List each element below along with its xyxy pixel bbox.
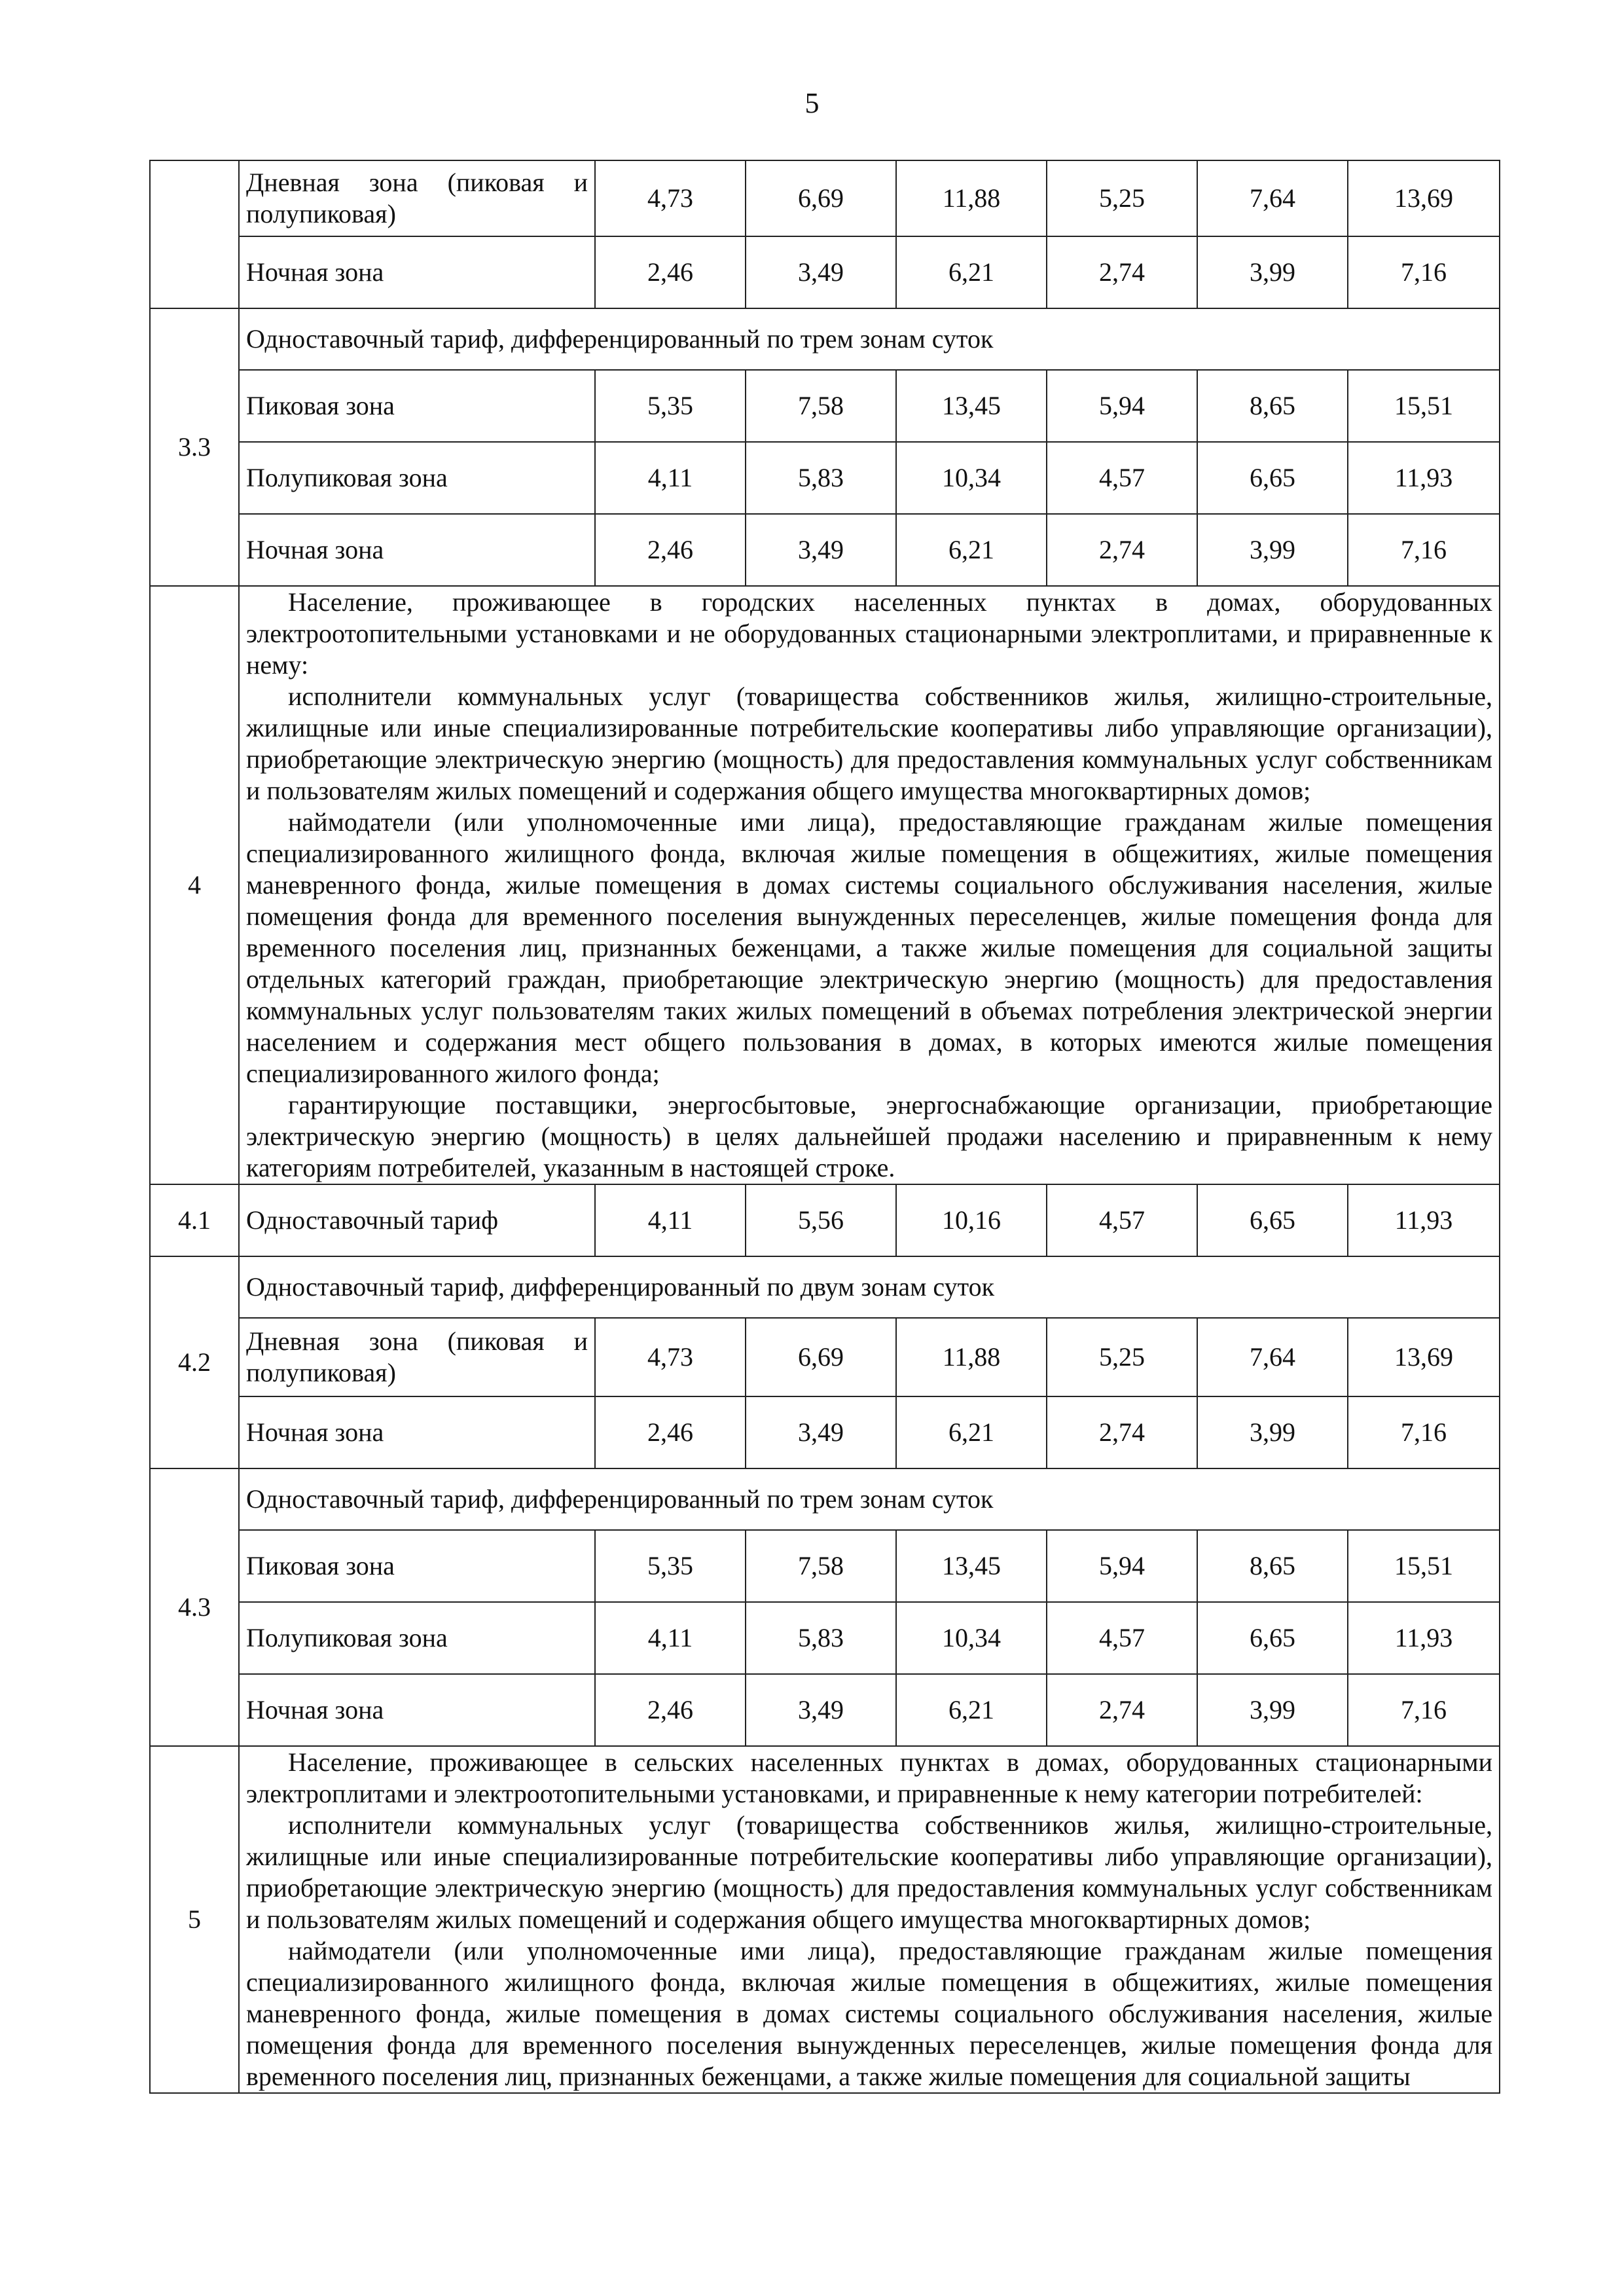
tariff-value: 5,56 (746, 1184, 896, 1256)
table-row (150, 160, 1500, 236)
tariff-value: 4,57 (1047, 1184, 1197, 1256)
tariff-value: 4,73 (595, 160, 746, 236)
tariff-value: 7,16 (1348, 236, 1500, 308)
zone-label: Пиковая зона (239, 370, 595, 442)
zone-label: Дневная зона (пиковая и полупиковая) (239, 1318, 595, 1396)
tariff-value: 11,93 (1348, 1602, 1500, 1674)
description-paragraph: исполнители коммунальных услуг (товарищества собственников жилья, жилищно-строительные, жилищные или иные специализированные потребительские кооперативы либо управляющие организации), приобретающие электрическую энергию (мощность) для предоставления коммунальных услуг собственникам и пользователям жилых помещений и содержания общего имущества многоквартирных домов; (246, 1810, 1492, 1934)
tariff-value: 6,21 (896, 514, 1047, 586)
section-title: Одноставочный тариф, дифференцированный по трем зонам суток (239, 308, 1500, 370)
tariff-value: 5,94 (1047, 1530, 1197, 1602)
tariff-value: 2,46 (595, 514, 746, 586)
table-row (150, 1746, 1500, 2093)
description-paragraph: Население, проживающее в сельских населенных пунктах в домах, оборудованных стационарными электроплитами и электроотопительными установками, и приравненные к нему категории потребителей: (246, 1747, 1492, 1808)
row-number: 4 (150, 586, 239, 1184)
tariff-value: 15,51 (1348, 1530, 1500, 1602)
tariff-value: 2,74 (1047, 1396, 1197, 1468)
tariff-value: 5,35 (595, 1530, 746, 1602)
tariff-value: 4,57 (1047, 442, 1197, 514)
tariff-value: 4,57 (1047, 1602, 1197, 1674)
tariff-value: 3,49 (746, 236, 896, 308)
table-row (150, 370, 1500, 442)
tariff-value: 11,93 (1348, 1184, 1500, 1256)
zone-label: Ночная зона (239, 1396, 595, 1468)
table-row (150, 1468, 1500, 1530)
tariff-value: 7,64 (1197, 1318, 1348, 1396)
table-row (150, 1674, 1500, 1746)
tariff-value: 6,69 (746, 1318, 896, 1396)
tariff-value: 6,65 (1197, 1602, 1348, 1674)
tariff-value: 3,99 (1197, 1674, 1348, 1746)
row-number: 3.3 (150, 308, 239, 586)
tariff-value: 2,74 (1047, 1674, 1197, 1746)
tariff-value: 6,21 (896, 1396, 1047, 1468)
zone-label: Дневная зона (пиковая и полупиковая) (239, 160, 595, 236)
tariff-value: 3,99 (1197, 236, 1348, 308)
tariff-value: 4,11 (595, 442, 746, 514)
description-paragraph: наймодатели (или уполномоченные ими лица), предоставляющие гражданам жилые помещения специализированного жилищного фонда, включая жилые помещения в общежитиях, жилые помещения маневренного фонда, жилые помещения в домах системы социального обслуживания населения, жилые помещения фонда для временного поселения вынужденных переселенцев, жилые помещения фонда для временного поселения лиц, признанных беженцами, а также жилые помещения для социальной защиты (246, 1936, 1492, 2091)
tariff-value: 4,11 (595, 1184, 746, 1256)
tariff-value: 5,35 (595, 370, 746, 442)
tariff-value: 3,49 (746, 1396, 896, 1468)
section-title: Одноставочный тариф, дифференцированный по трем зонам суток (239, 1468, 1500, 1530)
tariff-value: 5,83 (746, 442, 896, 514)
tariff-value: 10,34 (896, 1602, 1047, 1674)
tariff-value: 4,11 (595, 1602, 746, 1674)
tariff-value: 6,21 (896, 1674, 1047, 1746)
tariff-value: 7,16 (1348, 1396, 1500, 1468)
description-paragraph: Население, проживающее в городских населенных пунктах в домах, оборудованных электроотопительными установками и не оборудованных стационарными электроплитами, и приравненные к нему: (246, 587, 1492, 680)
zone-label: Полупиковая зона (239, 1602, 595, 1674)
tariff-value: 5,25 (1047, 160, 1197, 236)
tariff-value: 7,64 (1197, 160, 1348, 236)
tariff-value: 5,83 (746, 1602, 896, 1674)
page-number: 5 (804, 87, 820, 119)
section-title: Одноставочный тариф, дифференцированный по двум зонам суток (239, 1256, 1500, 1318)
table-row (150, 1184, 1500, 1256)
tariff-value: 5,94 (1047, 370, 1197, 442)
tariff-value: 3,49 (746, 514, 896, 586)
description-paragraph: гарантирующие поставщики, энергосбытовые, энергоснабжающие организации, приобретающие электрическую энергию (мощность) в целях дальнейшей продажи населению и приравненным к нему категориям потребителей, указанным в настоящей строке. (246, 1090, 1492, 1182)
tariff-value: 7,16 (1348, 1674, 1500, 1746)
tariff-value: 2,74 (1047, 514, 1197, 586)
table-row (150, 442, 1500, 514)
table-row (150, 1396, 1500, 1468)
zone-label: Ночная зона (239, 1674, 595, 1746)
tariff-value: 3,99 (1197, 1396, 1348, 1468)
tariff-value: 10,34 (896, 442, 1047, 514)
tariff-value: 3,99 (1197, 514, 1348, 586)
tariff-value: 7,58 (746, 370, 896, 442)
tariff-value: 15,51 (1348, 370, 1500, 442)
tariff-value: 5,25 (1047, 1318, 1197, 1396)
tariff-value: 8,65 (1197, 1530, 1348, 1602)
row-number-cell (150, 160, 239, 308)
tariff-value: 10,16 (896, 1184, 1047, 1256)
row-number: 4.1 (150, 1184, 239, 1256)
tariff-value: 7,16 (1348, 514, 1500, 586)
section-description (239, 586, 1500, 1184)
description-paragraph: исполнители коммунальных услуг (товарищества собственников жилья, жилищно-строительные, жилищные или иные специализированные потребительские кооперативы либо управляющие организации), приобретающие электрическую энергию (мощность) для предоставления коммунальных услуг собственникам и пользователям жилых помещений и содержания общего имущества многоквартирных домов; (246, 682, 1492, 805)
row-number: 4.3 (150, 1468, 239, 1746)
tariff-value: 13,69 (1348, 160, 1500, 236)
tariff-value: 2,46 (595, 1396, 746, 1468)
table-row (150, 1256, 1500, 1318)
tariff-label: Одноставочный тариф (239, 1184, 595, 1256)
tariff-value: 6,65 (1197, 1184, 1348, 1256)
zone-label: Ночная зона (239, 514, 595, 586)
table-row (150, 514, 1500, 586)
tariff-value: 2,74 (1047, 236, 1197, 308)
tariff-value: 2,46 (595, 236, 746, 308)
tariff-value: 11,93 (1348, 442, 1500, 514)
tariff-value: 3,49 (746, 1674, 896, 1746)
table-row (150, 1530, 1500, 1602)
description-paragraph: наймодатели (или уполномоченные ими лица), предоставляющие гражданам жилые помещения специализированного жилищного фонда, включая жилые помещения в общежитиях, жилые помещения маневренного фонда, жилые помещения в домах системы социального обслуживания населения, жилые помещения фонда для временного поселения вынужденных переселенцев, жилые помещения фонда для временного поселения лиц, признанных беженцами, а также жилые помещения для социальной защиты отдельных категорий граждан, приобретающие электрическую энергию (мощность) для предоставления коммунальных услуг пользователям таких жилых помещений в объемах потребления электрической энергии населением и содержания мест общего пользования в домах, в которых имеются жилые помещения специализированного жилого фонда; (246, 807, 1492, 1088)
tariff-value: 8,65 (1197, 370, 1348, 442)
table-row (150, 308, 1500, 370)
row-number: 5 (150, 1746, 239, 2093)
tariff-table (149, 160, 1500, 2094)
section-description (239, 1746, 1500, 2093)
tariff-value: 6,21 (896, 236, 1047, 308)
tariff-value: 6,69 (746, 160, 896, 236)
tariff-value: 2,46 (595, 1674, 746, 1746)
table-row (150, 236, 1500, 308)
row-number: 4.2 (150, 1256, 239, 1468)
zone-label: Пиковая зона (239, 1530, 595, 1602)
tariff-value: 13,45 (896, 1530, 1047, 1602)
zone-label: Полупиковая зона (239, 442, 595, 514)
tariff-value: 6,65 (1197, 442, 1348, 514)
tariff-value: 13,45 (896, 370, 1047, 442)
tariff-value: 7,58 (746, 1530, 896, 1602)
tariff-value: 13,69 (1348, 1318, 1500, 1396)
tariff-value: 4,73 (595, 1318, 746, 1396)
table-row (150, 586, 1500, 1184)
table-row (150, 1602, 1500, 1674)
tariff-value: 11,88 (896, 1318, 1047, 1396)
zone-label: Ночная зона (239, 236, 595, 308)
table-row (150, 1318, 1500, 1396)
tariff-value: 11,88 (896, 160, 1047, 236)
